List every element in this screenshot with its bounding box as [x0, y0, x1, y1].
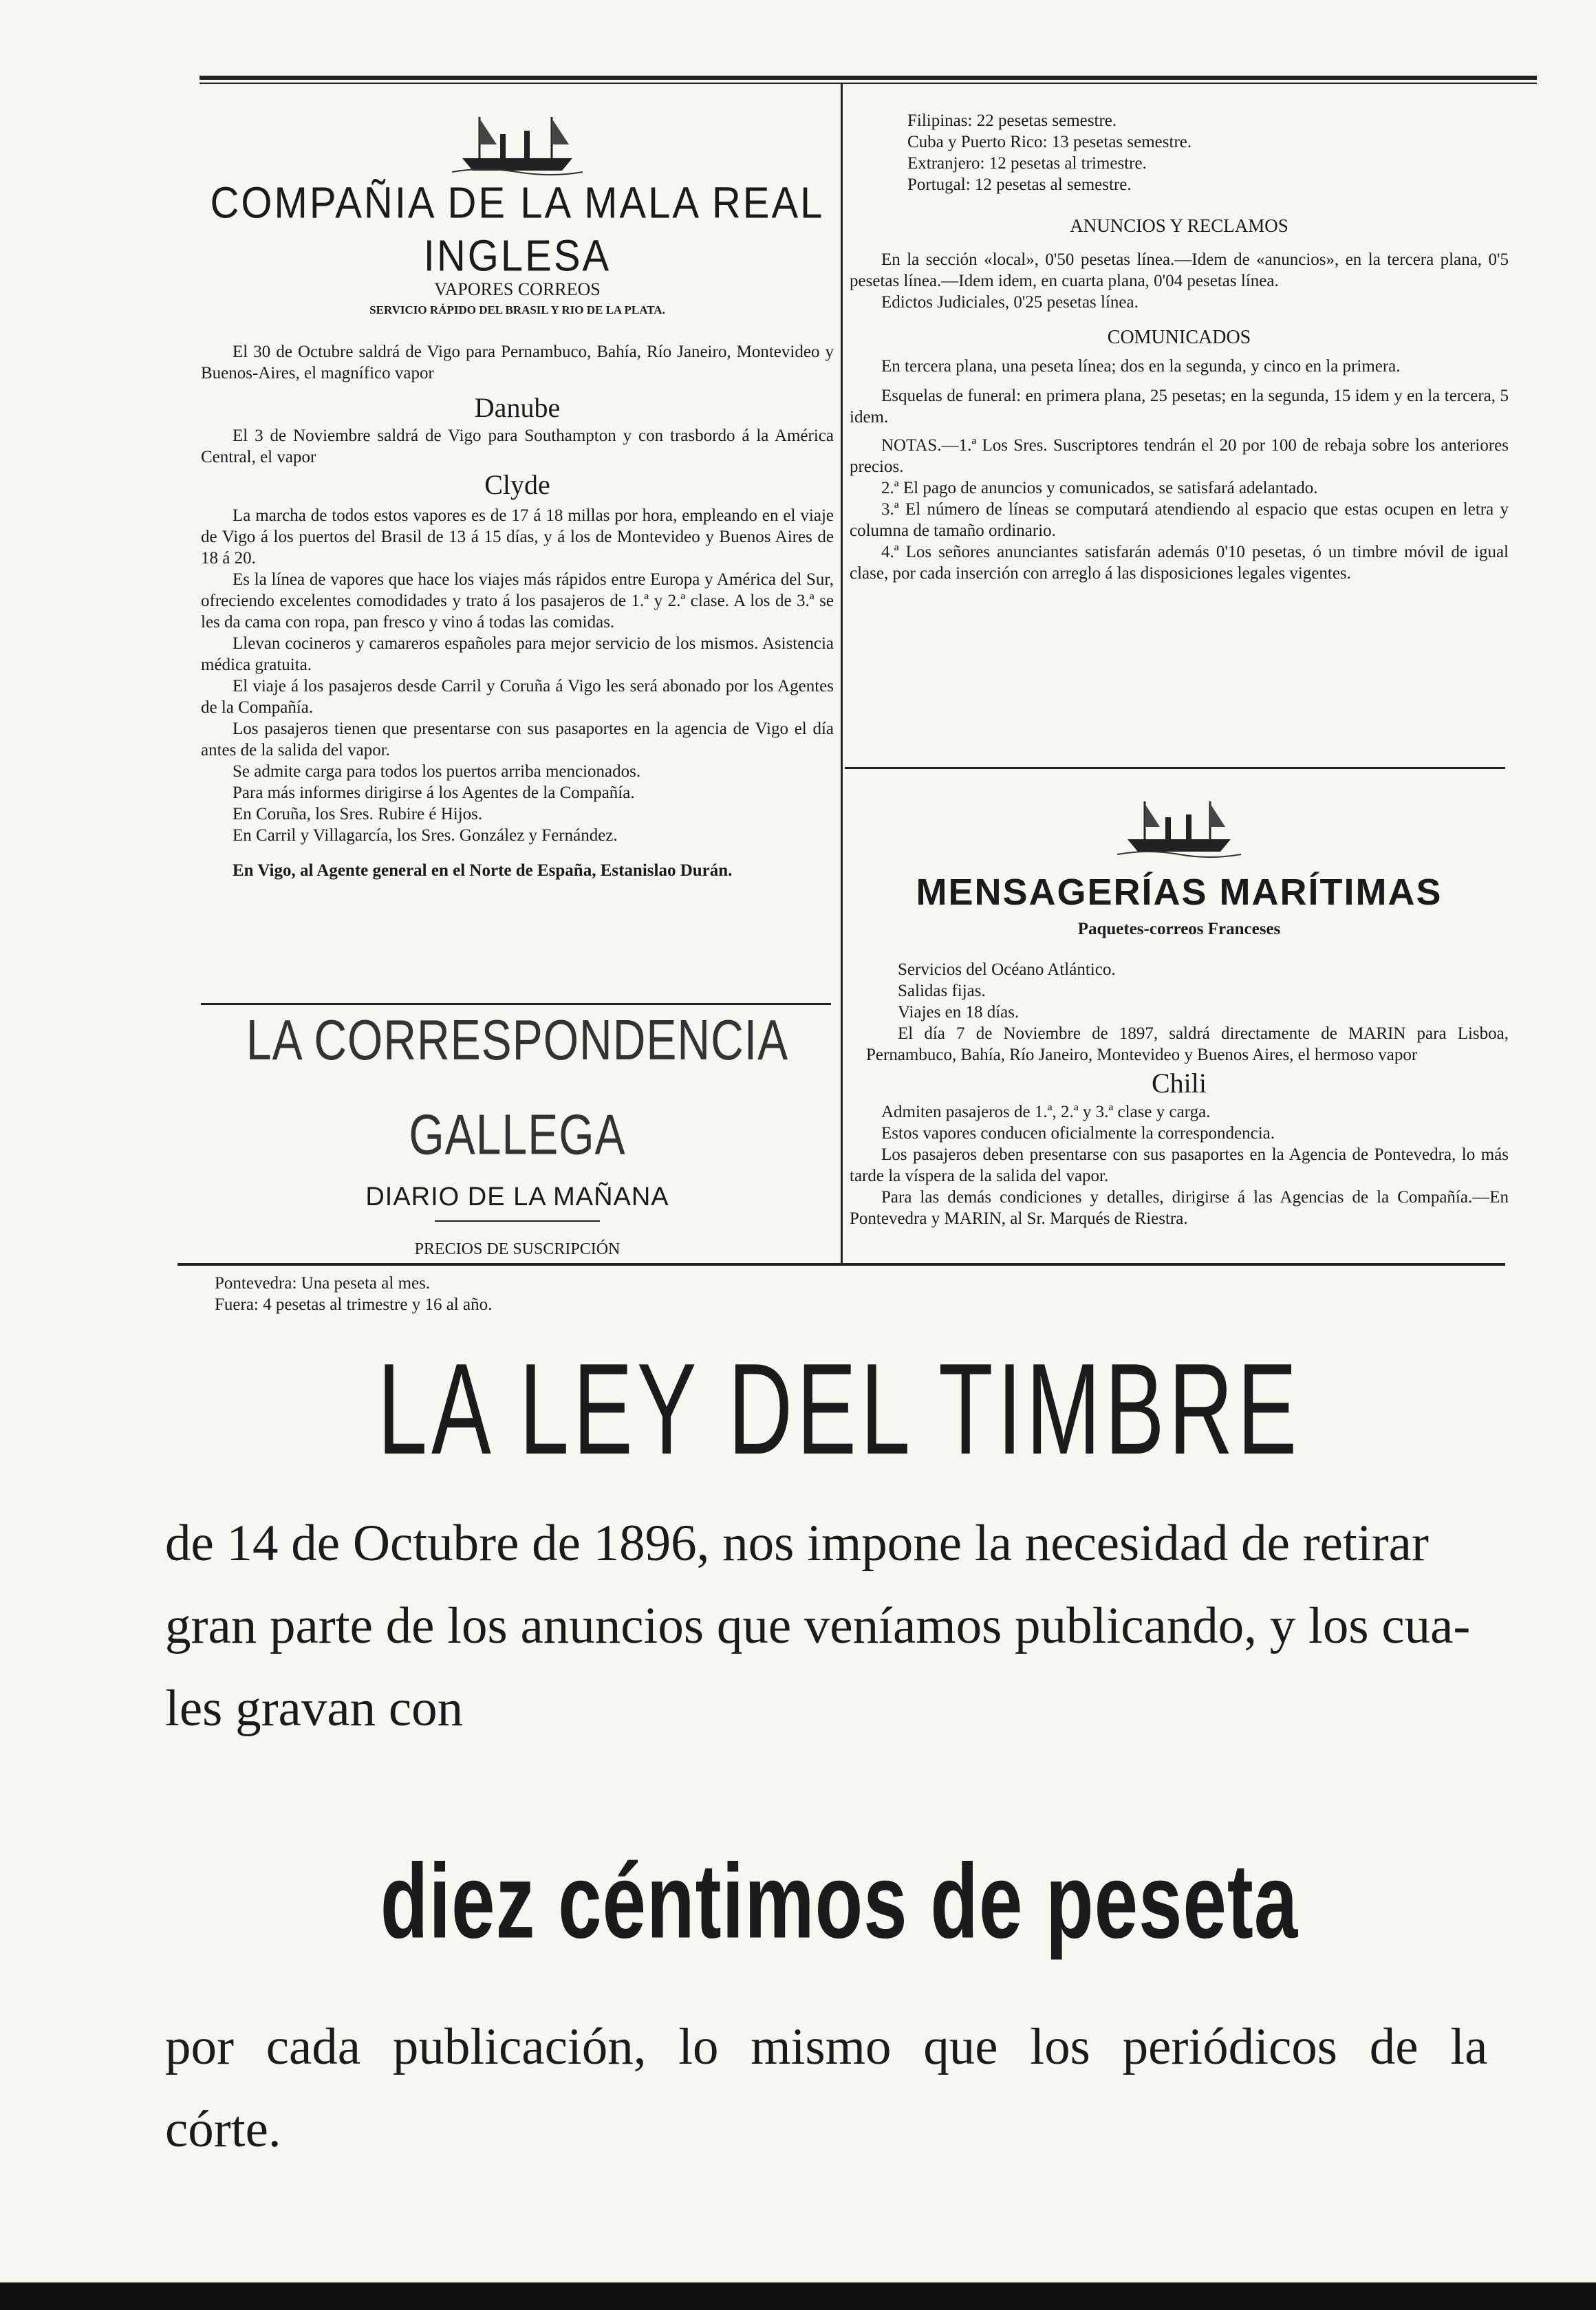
- comunicados-title: COMUNICADOS: [1107, 327, 1251, 348]
- column-divider: [841, 83, 843, 1263]
- correspondencia-title: LA CORRESPONDENCIA GALLEGA: [246, 1008, 789, 1166]
- top-rule: [200, 76, 1537, 80]
- mensagerias-line-3: Viajes en 18 días.: [898, 1003, 1020, 1022]
- comunicados-text: En tercera plana, una peseta línea; dos en la segunda, y cinco en la primera.: [881, 357, 1401, 376]
- ship-name-chili: Chili: [1151, 1068, 1207, 1099]
- mala-real-p9: Para más informes dirigirse á los Agentes de la Compañía.: [233, 784, 635, 802]
- page-bottom-edge: [0, 2282, 1596, 2310]
- tarifa-extranjero: Extranjero: 12 pesetas al trimestre.: [907, 154, 1147, 173]
- timbre-line-1: de 14 de Octubre de 1896, nos impone la necesidad de retirar: [165, 1515, 1429, 1572]
- nota-2: 2.ª El pago de anuncios y comunicados, se satisfará adelantado.: [881, 479, 1318, 497]
- timbre-headline: LA LEY DEL TIMBRE: [377, 1335, 1302, 1482]
- steamship-icon: [1117, 791, 1241, 860]
- mala-real-title: COMPAÑIA DE LA MALA REAL INGLESA: [210, 178, 825, 281]
- mala-real-p12: En Vigo, al Agente general en el Norte de España, Estanislao Durán.: [233, 861, 733, 880]
- steamship-icon: [449, 103, 586, 179]
- mala-real-ad: [201, 103, 834, 881]
- tarifas-section: [850, 110, 1509, 584]
- timbre-notice: [165, 1314, 1513, 2171]
- ship-name-clyde: Clyde: [484, 469, 550, 500]
- mensagerias-ad: [850, 791, 1509, 1229]
- mensagerias-line-6: Estos vapores conducen oficialmente la correspondencia.: [881, 1124, 1275, 1143]
- esquelas-text: Esquelas de funeral: en primera plana, 25 pesetas; en la segunda, 15 idem y en la tercera, 5 idem.: [850, 387, 1509, 427]
- top-rule-thin: [200, 83, 1537, 84]
- mala-real-p10: En Coruña, los Sres. Rubire é Hijos.: [233, 805, 483, 823]
- mensagerias-line-8: Para las demás condiciones y detalles, dirigirse á las Agencias de la Compañía.—En Pontevedra y MARIN, al Sr. Marqués de Riestra.: [850, 1188, 1509, 1228]
- mensagerias-line-5: Admiten pasajeros de 1.ª, 2.ª y 3.ª clase y carga.: [881, 1103, 1211, 1121]
- mala-real-p6: El viaje á los pasajeros desde Carril y Coruña á Vigo les será abonado por los Agentes de la Compañía.: [201, 677, 834, 717]
- right-section-rule: [845, 767, 1505, 769]
- price-pontevedra: Pontevedra: Una peseta al mes.: [215, 1274, 431, 1293]
- mensagerias-line-1: Servicios del Océano Atlántico.: [898, 960, 1116, 979]
- mala-real-p11: En Carril y Villagarcía, los Sres. González y Fernández.: [233, 826, 618, 845]
- mensagerias-subtitle: Paquetes-correos Franceses: [1077, 920, 1281, 938]
- timbre-line-4: por cada publicación, lo mismo que los periódicos de la: [165, 2018, 1488, 2075]
- tarifa-filipinas: Filipinas: 22 pesetas semestre.: [907, 111, 1117, 130]
- mala-real-p8: Se admite carga para todos los puertos arriba mencionados.: [233, 762, 641, 781]
- timbre-line-2: gran parte de los anuncios que veníamos publicando, y los cua-: [165, 1597, 1471, 1654]
- tarifa-cuba: Cuba y Puerto Rico: 13 pesetas semestre.: [907, 133, 1192, 151]
- mensagerias-line-4: El día 7 de Noviembre de 1897, saldrá directamente de MARIN para Lisboa, Pernambuco, Bahía, Río Janeiro, Montevideo y Buenos Aires, el hermoso vapor: [866, 1024, 1509, 1064]
- mala-real-p7: Los pasajeros tienen que presentarse con sus pasaportes en la agencia de Vigo el día antes de la salida del vapor.: [201, 720, 834, 759]
- anuncios-text: En la sección «local», 0'50 pesetas línea.—Idem de «anuncios», en la tercera plana, 0'5 pesetas línea.—Idem idem, en cuarta plana, 0'04 pesetas línea.: [850, 250, 1509, 290]
- mala-real-p2: El 3 de Noviembre saldrá de Vigo para Southampton y con trasbordo á la América Central, el vapor: [201, 427, 834, 466]
- mala-real-p3: La marcha de todos estos vapores es de 17 á 18 millas por hora, empleando en el viaje de Vigo á los puertos del Brasil de 13 á 15 días, y á los de Montevideo y Buenos Aires de 18 á 20.: [201, 506, 834, 568]
- mala-real-p4: Es la línea de vapores que hace los viajes más rápidos entre Europa y América del Sur, ofreciendo excelentes comodidades y trato á los pasajeros de 1.ª y 2.ª clase. A los de 3.ª se les da cama con ropa, pan fresco y vino á todas las comidas.: [201, 570, 834, 632]
- mensagerias-line-2: Salidas fijas.: [898, 982, 986, 1000]
- nota-4: 4.ª Los señores anunciantes satisfarán además 0'10 pesetas, ó un timbre móvil de igual clase, por cada inserción con arreglo á las disposiciones legales vigentes.: [850, 543, 1509, 583]
- mala-real-subtitle: VAPORES CORREOS: [434, 279, 601, 299]
- mala-real-service: SERVICIO RÁPIDO DEL BRASIL Y RIO DE LA PLATA.: [369, 303, 665, 316]
- timbre-line-5: córte.: [165, 2101, 281, 2158]
- tarifa-portugal: Portugal: 12 pesetas al semestre.: [907, 175, 1132, 194]
- nota-3: 3.ª El número de líneas se computará atendiendo al espacio que estas ocupen en letra y columna de tamaño ordinario.: [850, 500, 1509, 540]
- mala-real-p1: El 30 de Octubre saldrá de Vigo para Pernambuco, Bahía, Río Janeiro, Montevideo y Buenos-Aires, el magnífico vapor: [201, 343, 834, 382]
- timbre-line-3: les gravan con: [165, 1680, 464, 1737]
- price-fuera: Fuera: 4 pesetas al trimestre y 16 al año.: [215, 1295, 493, 1314]
- mala-real-p5: Llevan cocineros y camareros españoles para mejor servicio de los mismos. Asistencia médica gratuita.: [201, 634, 834, 674]
- nota-1: NOTAS.—1.ª Los Sres. Suscriptores tendrán el 20 por 100 de rebaja sobre los anteriores precios.: [850, 436, 1509, 476]
- timbre-big-amount: diez céntimos de peseta: [380, 1842, 1299, 1961]
- ship-name-danube: Danube: [474, 392, 561, 423]
- correspondencia-subtitle: DIARIO DE LA MAÑANA: [365, 1183, 669, 1211]
- correspondencia-ad: [201, 1008, 834, 1315]
- headline-rule: [177, 1263, 1505, 1266]
- correspondencia-rule: [435, 1220, 600, 1222]
- correspondencia-prices-title: PRECIOS DE SUSCRIPCIÓN: [414, 1240, 621, 1258]
- mensagerias-title: MENSAGERÍAS MARÍTIMAS: [916, 872, 1443, 913]
- anuncios-title: ANUNCIOS Y RECLAMOS: [1070, 215, 1288, 236]
- edictos-text: Edictos Judiciales, 0'25 pesetas línea.: [881, 293, 1139, 312]
- mensagerias-line-7: Los pasajeros deben presentarse con sus pasaportes en la Agencia de Pontevedra, lo más tarde la víspera de la salida del vapor.: [850, 1145, 1509, 1185]
